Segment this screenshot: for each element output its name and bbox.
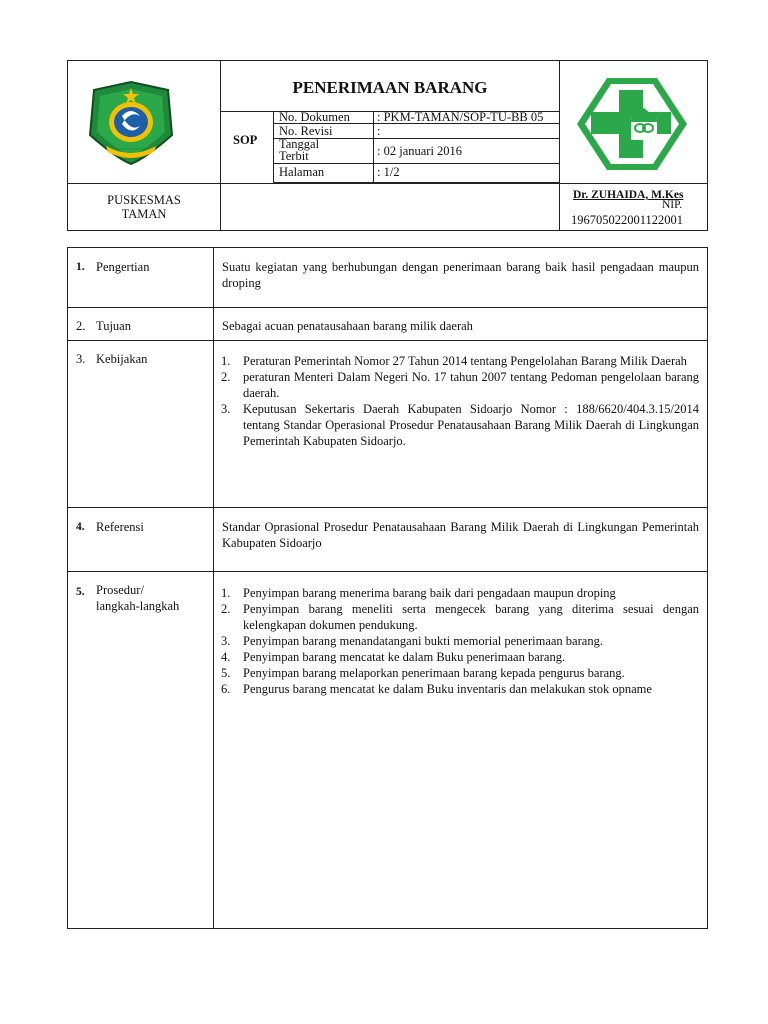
prosedur-list — [221, 585, 699, 697]
section-number: 2. — [76, 319, 86, 333]
signer-nip-label: NIP. — [662, 199, 683, 211]
section-title: Tujuan — [96, 319, 131, 333]
kebijakan-list — [221, 353, 699, 449]
section-title: Kebijakan — [96, 352, 148, 366]
district-emblem-icon — [86, 80, 176, 166]
list-item: 5. Penyimpan barang melaporkan penerimaan barang kepada pengurus barang. — [221, 666, 625, 680]
section-title: Prosedur/ — [96, 583, 144, 597]
district-logo — [86, 80, 176, 166]
section-title: Pengertian — [96, 260, 150, 274]
health-cross-icon — [575, 76, 689, 172]
section-title: Referensi — [96, 520, 144, 534]
page-title: PENERIMAAN BARANG — [292, 78, 488, 97]
meta-doc-value: : PKM-TAMAN/SOP-TU-BB 05 — [377, 110, 544, 124]
section-text: Standar Oprasional Prosedur Penatausahaan Barang Milik Daerah di Lingkungan Pemerintah Kabupaten Sidoarjo — [222, 520, 699, 550]
section-text: Sebagai acuan penatausahaan barang milik daerah — [222, 319, 473, 333]
list-item: 4. Penyimpan barang mencatat ke dalam Buku penerimaan barang. — [221, 650, 566, 664]
signer-nip: 196705022001122001 — [571, 213, 684, 227]
puskesmas-logo — [575, 76, 689, 172]
section-number: 1. — [76, 261, 85, 273]
sop-label: SOP — [233, 133, 258, 147]
list-item: 1. Penyimpan barang menerima barang baik dari pengadaan maupun droping — [221, 586, 616, 600]
section-text: Suatu kegiatan yang berhubungan dengan penerimaan barang baik hasil pengadaan maupun droping — [222, 260, 699, 290]
logo-caption: KABUPATEN SIDOARJO — [114, 147, 148, 151]
meta-date-label: Tanggal Terbit — [279, 137, 320, 163]
section-number: 3. — [76, 352, 86, 366]
meta-date-value: : 02 januari 2016 — [377, 144, 463, 158]
meta-rev-value: : — [377, 124, 381, 138]
list-item: 3. Keputusan Sekertaris Daerah Kabupaten Sidoarjo Nomor : 188/6620/404.3.15/2014 tentang Standar Operasional Prosedur Penatausahaan Barang Milik Daerah di Lingkungan Pemerintah Kabupaten Sidoarjo. — [221, 402, 699, 448]
meta-doc-label: No. Dokumen — [279, 110, 350, 124]
section-title-2: langkah-langkah — [96, 599, 180, 613]
list-item: 1. Peraturan Pemerintah Nomor 27 Tahun 2014 tentang Pengelolahan Barang Milik Daerah — [221, 354, 687, 368]
signer-name: Dr. ZUHAIDA, M.Kes — [573, 189, 684, 201]
section-number: 4. — [76, 521, 85, 533]
meta-page-value: : 1/2 — [377, 165, 400, 179]
org-name-line2: TAMAN — [121, 207, 167, 221]
meta-rev-label: No. Revisi — [279, 124, 333, 138]
list-item: 6. Pengurus barang mencatat ke dalam Buku inventaris dan melakukan stok opname — [221, 682, 652, 696]
org-name-line1: PUSKESMAS — [107, 193, 181, 207]
section-number: 5. — [76, 586, 85, 598]
list-item: 2. Penyimpan barang meneliti serta mengecek barang yang diterima sesuai dengan kelengkapan dokumen pendukung. — [221, 602, 699, 632]
list-item: 3. Penyimpan barang menandatangani bukti memorial penerimaan barang. — [221, 634, 603, 648]
meta-page-label: Halaman — [279, 165, 325, 179]
list-item: 2. peraturan Menteri Dalam Negeri No. 17 tahun 2007 tentang Pedoman pengelolaan barang daerah. — [221, 370, 699, 400]
